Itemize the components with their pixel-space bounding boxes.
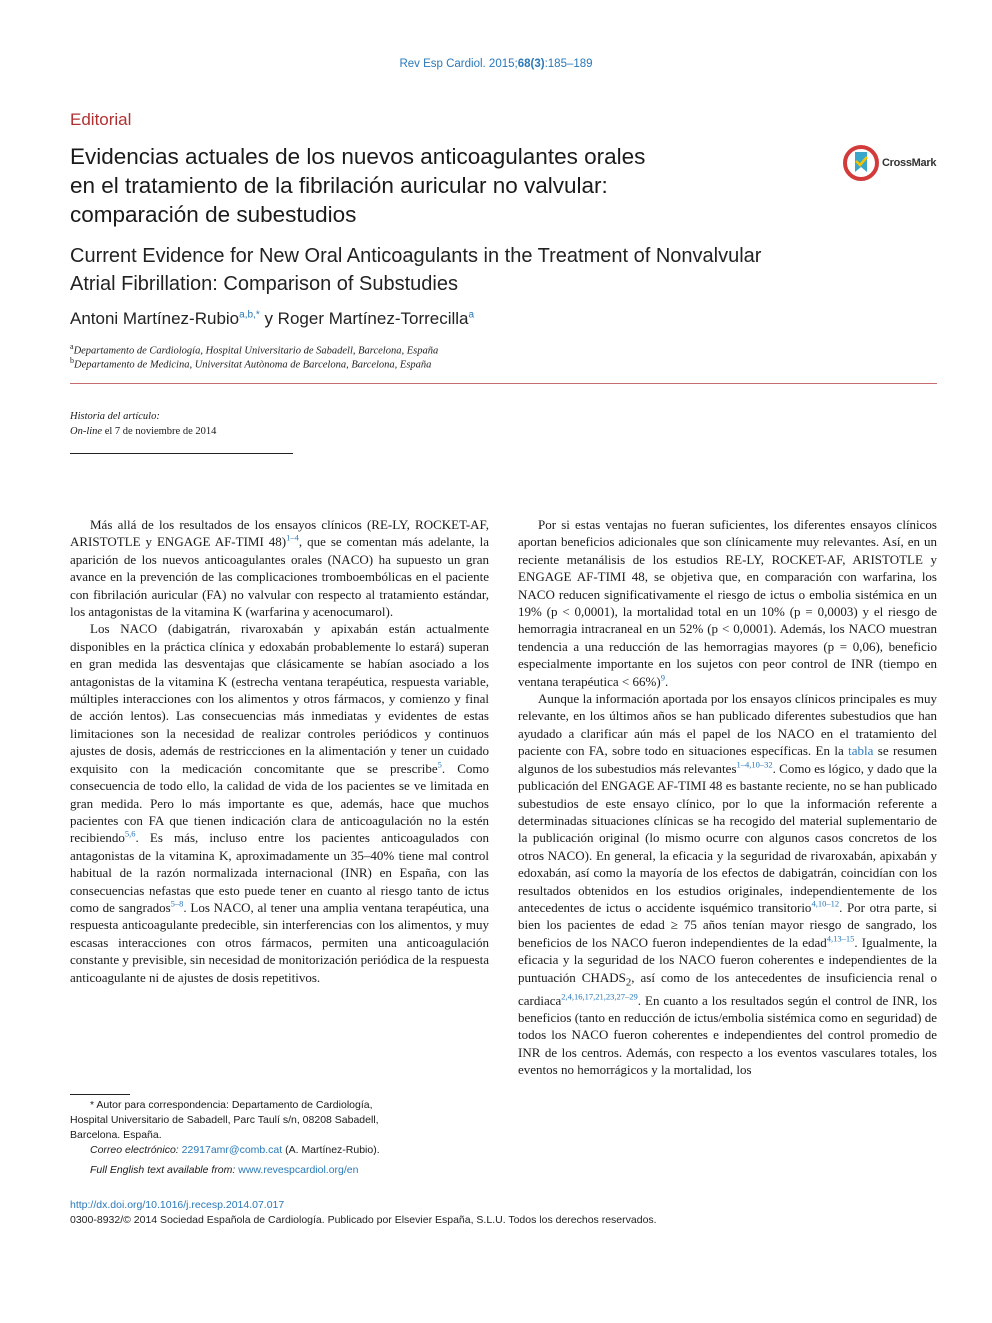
- doi-link[interactable]: http://dx.doi.org/10.1016/j.recesp.2014.07.017: [70, 1199, 285, 1211]
- corresponding-city: Barcelona. España.: [70, 1129, 162, 1141]
- email-owner: (A. Martínez-Rubio).: [282, 1144, 380, 1156]
- title-es-line: Evidencias actuales de los nuevos anticoagulantes orales: [70, 144, 646, 169]
- affiliation: [70, 356, 431, 371]
- text-run: . Es más, incluso entre los pacientes anticoagulados con antagonistas de la vitamina K, aproximadamente un 35–40% tiene mal control habitual de la razón normalizada internacional (INR) en España, con las consecuencias nefastas que esto puede tener en cuanto al riesgo tanto de ictus como de sangrados: [70, 830, 489, 915]
- text-run: Los NACO (dabigatrán, rivaroxabán y apixabán están actualmente disponibles en la práctica clínica y edoxabán probablemente lo estará) superan en gran medida las desventajas que clásicamente se habían asociado a los antagonistas de la vitamina K (estrecha ventana terapéutica, respuesta variable, múltiples interacciones con los alimentos y otros fármacos, y comienzo y final de acción lentos). Las consecuencias más inmediatas y evidentes de estas limitaciones son la necesidad de realizar controles periódicos y continuos ajustes de dosis, además de restricciones en la alimentación y tener un cuidado exquisito con la medicación concomitante que se prescribe: [70, 621, 489, 776]
- journal-ref-prefix: Rev Esp Cardiol. 2015;: [399, 58, 518, 70]
- author-separator: y: [259, 309, 278, 328]
- author-affil-sup[interactable]: a,b,*: [239, 309, 260, 321]
- affiliation: [70, 342, 438, 357]
- text-run: Aunque la información aportada por los ensayos clínicos principales es muy relevante, en los últimos años se han publicado diferentes subestudios que han ayudado a clarificar aún más el papel de los NACO en el tratamiento del paciente con FA, sobre todo en situaciones específicas. En la: [518, 691, 937, 759]
- copyright-notice: 0300-8932/© 2014 Sociedad Española de Cardiología. Publicado por Elsevier España, S.L.U. Todos los derechos reservados.: [70, 1214, 657, 1226]
- title-en-line: Current Evidence for New Oral Anticoagulants in the Treatment of Nonvalvular: [70, 245, 762, 267]
- paragraph: [518, 690, 937, 1079]
- citation[interactable]: 5: [437, 759, 442, 770]
- title-english: [70, 242, 890, 298]
- title-en-line: Atrial Fibrillation: Comparison of Substudies: [70, 273, 458, 295]
- history-label: Historia del artículo:: [70, 411, 160, 422]
- citation[interactable]: 5–8: [170, 898, 184, 909]
- affiliation-sup: a: [70, 342, 74, 351]
- history-online: [70, 426, 216, 437]
- paragraph: [518, 516, 937, 690]
- email-link[interactable]: 22917amr@comb.cat: [181, 1144, 283, 1156]
- affiliation-text: Departamento de Medicina, Universitat Autònoma de Barcelona, Barcelona, España: [74, 359, 432, 371]
- citation[interactable]: 9: [660, 672, 665, 683]
- text-run: . En cuanto a los resultados según el control de INR, los beneficios (tanto en reducción de ictus/embolia sistémica como en seguridad) de todos los NACO fueron coherentes e independientes del control promedio de INR de los centros. Además, con respecto a los eventos vasculares totales, los eventos no hemorrágicos y la mortalidad, los: [518, 992, 937, 1078]
- text-run: , que se comentan más adelante, la aparición de los nuevos anticoagulantes orales (NACO) ha supuesto un gran avance en la prevención de las complicaciones tromboembólicas en el paciente con fibrilación auricular (FA) no valvular con respecto al tratamiento estándar, los antagonistas de la vitamina K (warfarina y acenocumarol).: [70, 534, 489, 620]
- text-run: . Igualmente, la eficacia y la seguridad de los NACO fueron coherentes e independientes de la puntuación CHADS: [518, 934, 938, 985]
- author-name[interactable]: Roger Martínez-Torrecilla: [277, 309, 469, 328]
- header-divider: [70, 383, 937, 384]
- text-run: Por si estas ventajas no fueran suficientes, los diferentes ensayos clínicos aportan beneficios adicionales que son clínicamente muy relevantes. Así, en un reciente metanálisis de los estudios RE-LY, ROCKET-AF, ARISTOTLE y ENGAGE AF-TIMI 48, se objetiva que, en comparación con warfarina, los NACO reducen significativamente el riesgo de ictus o embolia sistémica en un 19% (p < 0,0001), la mortalidad total en un 10% (p = 0,0003) y el riesgo de hemorragia intracraneal en un 52% (p < 0,0001). Además, los NACO muestran tendencia a una reducción de las hemorragias mayores (p = 0,06), beneficio especialmente importante en los sujetos con peor control de INR (tiempo en ventana terapéutica < 66%): [518, 517, 937, 689]
- text-run: . Como es lógico, y dado que la publicación del ENGAGE AF-TIMI 48 es bastante reciente, no se han publicado subestudios de este ensayo clínico, por lo que la información referente a determinadas situaciones clínicas se ha recogido del material suplementario de la publicación original (lo mismo ocurre con algunos casos concretos de los otros NACO). En general, la eficacia y la seguridad de rivaroxabán, apixabán y edoxabán, así como la mayoría de los efectos de dabigatrán, coincidían con los resultados obtenidos en los estudios originales, independientemente de los antecedentes de ictus o accidente isquémico transitorio: [518, 760, 938, 915]
- email-line: [70, 1143, 490, 1158]
- citation[interactable]: 5,6: [124, 828, 136, 839]
- text-run: Más allá de los resultados de los ensayos clínicos (RE-LY, ROCKET-AF, ARISTOTLE y ENGAGE AF-TIMI 48): [70, 517, 489, 550]
- english-text-label: Full English text available from:: [90, 1164, 236, 1176]
- body-column-left: [70, 516, 489, 986]
- citation[interactable]: 4,13–15: [826, 933, 855, 944]
- text-run: se resumen algunos de los subestudios más relevantes: [518, 743, 938, 776]
- corresponding-address: Hospital Universitario de Sabadell, Parc Taulí s/n, 08208 Sabadell,: [70, 1114, 379, 1126]
- author-affil-sup[interactable]: a: [468, 309, 475, 321]
- title-es-line: en el tratamiento de la fibrilación auricular no valvular:: [70, 173, 608, 198]
- history-date: el 7 de noviembre de 2014: [102, 426, 217, 437]
- journal-ref-volume: 68(3): [517, 58, 545, 70]
- author-list: [70, 309, 474, 329]
- affiliation-text: Departamento de Cardiología, Hospital Universitario de Sabadell, Barcelona, España: [73, 345, 439, 357]
- subscript: 2: [625, 976, 632, 989]
- section-label: Editorial: [70, 110, 132, 129]
- affiliation-sup: b: [70, 356, 74, 365]
- email-label: Correo electrónico:: [90, 1144, 179, 1156]
- title-es-line: comparación de subestudios: [70, 202, 357, 227]
- text-run: , así como de los antecedentes de insuficiencia renal o cardiaca: [518, 969, 937, 1008]
- footnote-divider: [70, 1094, 130, 1095]
- english-text-line: [70, 1163, 490, 1178]
- text-run: . Por otra parte, si bien los pacientes de edad ≥ 75 años tenían mayor riesgo de sangrado, los beneficios de los NACO fueron independientes de la edad: [518, 899, 937, 950]
- title-spanish: [70, 142, 730, 229]
- body-column-right: [518, 516, 937, 1079]
- footnotes: [70, 1098, 490, 1178]
- text-run: .: [664, 673, 669, 689]
- history-divider: [70, 453, 293, 454]
- citation[interactable]: 1–4: [286, 533, 299, 544]
- citation[interactable]: 2,4,16,17,21,23,27–29: [561, 991, 638, 1002]
- journal-ref-pages: :185–189: [544, 58, 593, 70]
- citation[interactable]: 1–4,10–32: [736, 759, 773, 770]
- citation[interactable]: 4,10–12: [811, 898, 840, 909]
- text-run: . Como consecuencia de todo ello, la calidad de vida de los pacientes se ve limitada en gran medida. Pero lo más importante es que, además, hace que muchos pacientes con FA que tienen indicación clara de anticoagulación no la estén recibiendo: [70, 760, 489, 846]
- history-online-label: On-line: [70, 426, 103, 437]
- english-text-link[interactable]: www.revespcardiol.org/en: [238, 1164, 359, 1176]
- table-link[interactable]: tabla: [848, 743, 874, 759]
- crossmark-label: CrossMark: [882, 157, 937, 169]
- paragraph: [70, 516, 489, 620]
- journal-reference[interactable]: [0, 58, 992, 70]
- text-run: . Los NACO, al tener una amplia ventana terapéutica, una respuesta anticoagulante predecible, sin interferencias con los alimentos, y muy escasas interacciones con otros fármacos, permiten una anticoagulación constante y previsible, sin necesidad de monitorización periódica de la respuesta anticoagulante ni de ajustes de dosis repetitivos.: [70, 899, 489, 985]
- author-name[interactable]: Antoni Martínez-Rubio: [70, 309, 240, 328]
- paragraph: [70, 620, 489, 986]
- corresponding-author: * Autor para correspondencia: Departamento de Cardiología,: [90, 1099, 373, 1111]
